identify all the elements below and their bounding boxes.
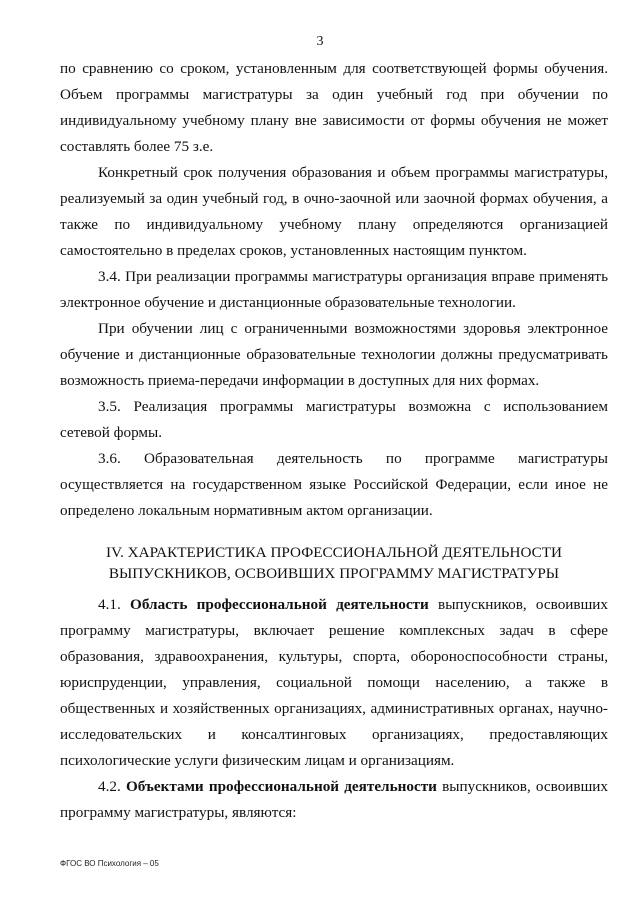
- paragraph-3-5: 3.5. Реализация программы магистратуры возможна с использованием сетевой формы.: [60, 398, 608, 441]
- paragraph-4-2: [60, 774, 608, 826]
- paragraph-4-1-text: выпускников, освоивших программу магистратуры, включает решение комплексных задач в сфере образования, здравоохранения, культуры, спорта, обороноспособности страны, юриспруденции, управления, социальной помощи населению, а также в общественных и хозяйственных организациях, административных органах, научно-исследовательских и консалтинговых организациях, предоставляющих психологические услуги физическим лицам и организациям.: [60, 596, 609, 769]
- paragraph-4: При обучении лиц с ограниченными возможностями здоровья электронное обучение и дистанционные образовательные технологии должны предусматривать возможность приема-передачи информации в доступных для них формах.: [60, 320, 608, 389]
- paragraph-4-2-number: 4.2.: [98, 778, 121, 795]
- paragraph-4-2-text: выпускников, освоивших программу магистратуры, являются:: [60, 778, 609, 821]
- paragraph-4-1: [60, 592, 608, 774]
- paragraph-2: Конкретный срок получения образования и объем программы магистратуры, реализуемый за один учебный год, в очно-заочной или заочной формах обучения, а также по индивидуальному учебному плану определяются организацией самостоятельно в пределах сроков, установленных настоящим пунктом.: [60, 164, 608, 259]
- paragraph-4-2-term: Объектами профессиональной деятельности: [125, 778, 437, 795]
- footer-document-code: ФГОС ВО Психология – 05: [60, 859, 159, 868]
- section-heading-line-2: ВЫПУСКНИКОВ, ОСВОИВШИХ ПРОГРАММУ МАГИСТРАТУРЫ: [108, 565, 560, 582]
- section-heading: [60, 542, 608, 584]
- paragraph-3-4: 3.4. При реализации программы магистратуры организация вправе применять электронное обучение и дистанционные образовательные технологии.: [60, 268, 608, 311]
- paragraph-4-1-number: 4.1.: [98, 596, 121, 613]
- document-body: [60, 56, 608, 826]
- page-number: 3: [316, 34, 324, 49]
- paragraph-3-6: 3.6. Образовательная деятельность по программе магистратуры осуществляется на государственном языке Российской Федерации, если иное не определено локальным нормативным актом организации.: [60, 450, 608, 519]
- paragraph-1: по сравнению со сроком, установленным для соответствующей формы обучения. Объем программы магистратуры за один учебный год при обучении по индивидуальному учебному плану вне зависимости от формы обучения не может составлять более 75 з.е.: [60, 60, 608, 155]
- paragraph-4-1-term: Область профессиональной деятельности: [130, 596, 429, 613]
- section-heading-line-1: IV. ХАРАКТЕРИСТИКА ПРОФЕССИОНАЛЬНОЙ ДЕЯТЕЛЬНОСТИ: [106, 544, 562, 561]
